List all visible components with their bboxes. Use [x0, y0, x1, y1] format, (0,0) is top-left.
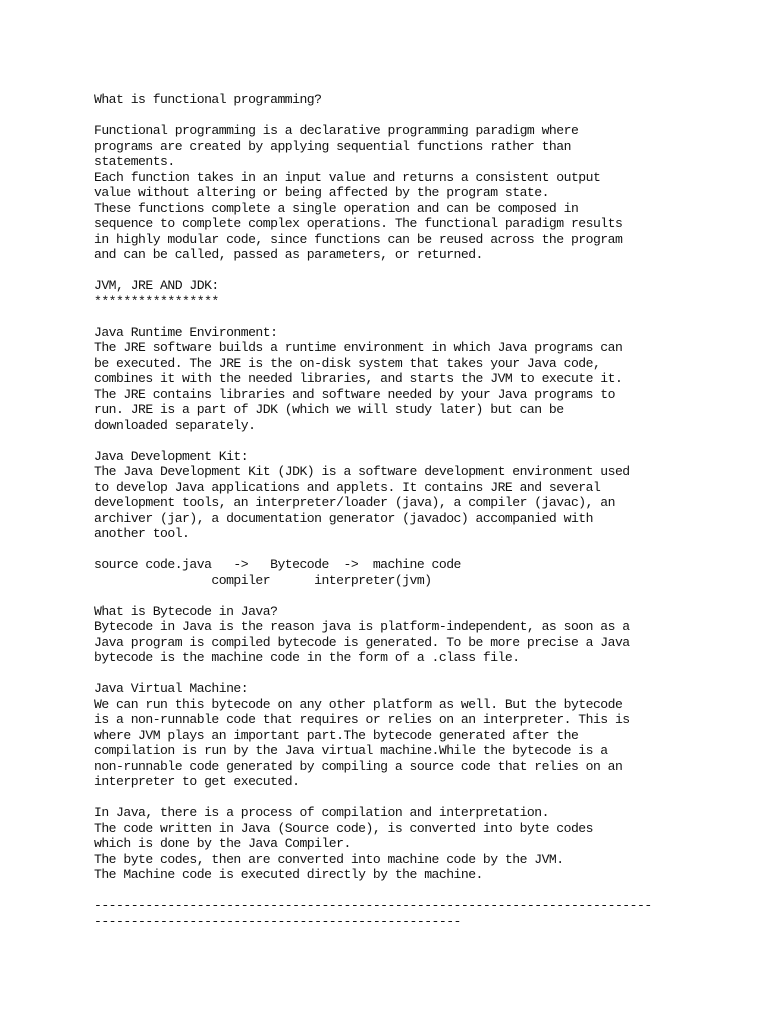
document-line: Java Virtual Machine: [94, 681, 249, 696]
document-line: which is done by the Java Compiler. [94, 836, 351, 851]
document-line: non-runnable code generated by compiling a source code that relies on an [94, 758, 623, 774]
document-line: The JRE contains libraries and software needed by your Java programs to [94, 386, 615, 402]
document-line: interpreter to get executed. [94, 774, 300, 789]
document-line: Java Development Kit: [94, 448, 249, 464]
document-line: Java program is compiled bytecode is generated. To be more precise a Java [94, 634, 630, 650]
document-line: sequence to complete complex operations. The functional paradigm results [94, 216, 623, 231]
document-line: ---------------------------------------------------------------------------- [94, 898, 652, 913]
document-line: in highly modular code, since functions can be reused across the program [94, 231, 623, 247]
document-line: compiler interpreter(jvm) [94, 572, 432, 588]
document-line: combines it with the needed libraries, and starts the JVM to execute it. [94, 371, 623, 386]
document-line: The Java Development Kit (JDK) is a software development environment used [94, 464, 630, 479]
document-line: another tool. [94, 526, 190, 541]
document-line: development tools, an interpreter/loader (java), a compiler (javac), an [94, 495, 615, 510]
document-line: What is functional programming? [94, 92, 322, 107]
document-line: Java Runtime Environment: [94, 324, 278, 340]
document-line: These functions complete a single operation and can be composed in [94, 200, 579, 216]
document-line: compilation is run by the Java virtual machine.While the bytecode is a [94, 743, 608, 758]
document-line: Each function takes in an input value and returns a consistent output [94, 169, 601, 185]
document-line: The Machine code is executed directly by the machine. [94, 867, 483, 882]
document-line: is a non-runnable code that requires or relies on an interpreter. This is [94, 712, 630, 727]
document-line: run. JRE is a part of JDK (which we will study later) but can be [94, 402, 564, 417]
document-line: programs are created by applying sequential functions rather than [94, 138, 571, 154]
document-line: JVM, JRE AND JDK: [94, 278, 219, 293]
document-line: source code.java -> Bytecode -> machine code [94, 557, 461, 572]
document-line: bytecode is the machine code in the form of a .class file. [94, 650, 520, 665]
document-line: We can run this bytecode on any other platform as well. But the bytecode [94, 696, 623, 712]
document-line: The JRE software builds a runtime environment in which Java programs can [94, 340, 623, 355]
document-line: to develop Java applications and applets. It contains JRE and several [94, 479, 601, 495]
document-line: archiver (jar), a documentation generator (javadoc) accompanied with [94, 510, 593, 526]
document-line: be executed. The JRE is the on-disk system that takes your Java code, [94, 355, 601, 371]
document-text [94, 92, 734, 929]
document-line: Bytecode in Java is the reason java is platform-independent, as soon as a [94, 619, 630, 634]
document-line: and can be called, passed as parameters, or returned. [94, 247, 483, 262]
document-line: -------------------------------------------------- [94, 913, 461, 929]
document-line: The byte codes, then are converted into machine code by the JVM. [94, 851, 564, 867]
document-line: In Java, there is a process of compilation and interpretation. [94, 805, 549, 820]
document-line: What is Bytecode in Java? [94, 603, 278, 619]
document-line: ***************** [94, 293, 219, 309]
document-line: The code written in Java (Source code), is converted into byte codes [94, 820, 593, 836]
document-line: where JVM plays an important part.The bytecode generated after the [94, 727, 579, 743]
document-line: value without altering or being affected by the program state. [94, 185, 549, 200]
document-line: statements. [94, 154, 175, 169]
document-line: Functional programming is a declarative programming paradigm where [94, 123, 579, 138]
document-line: downloaded separately. [94, 417, 256, 433]
